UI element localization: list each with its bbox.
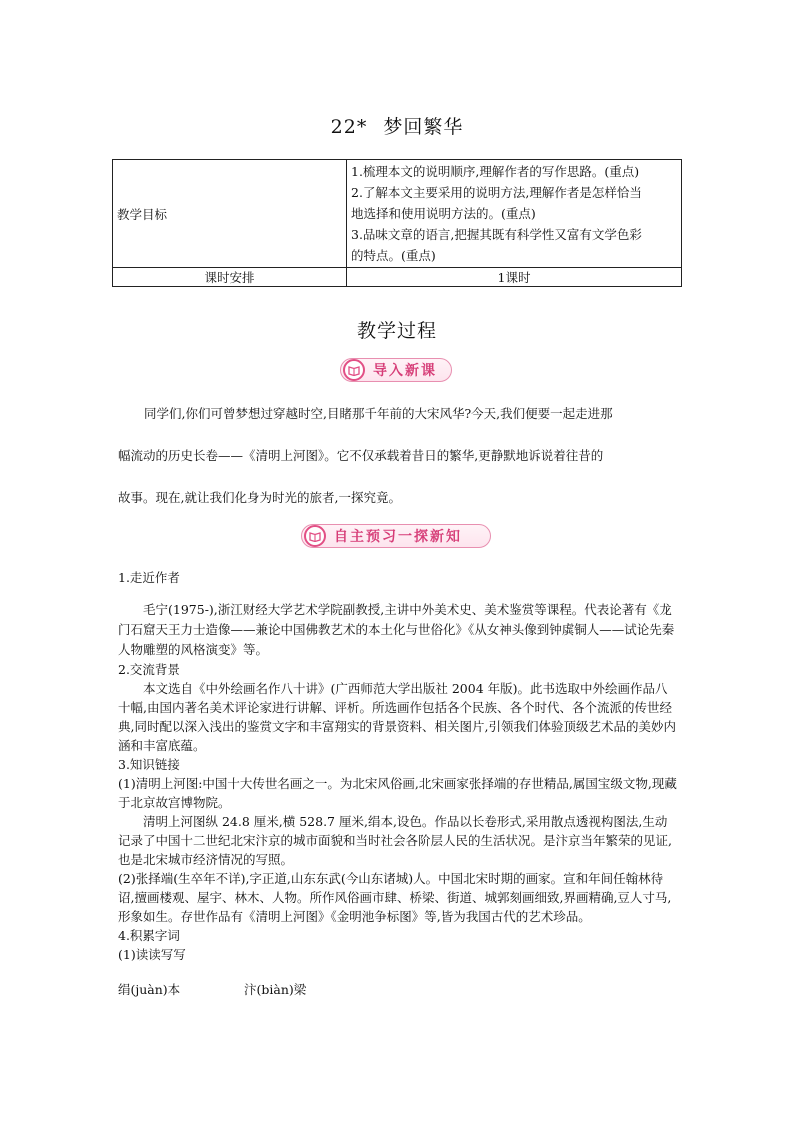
knowledge-item-1b: 清明上河图纵 24.8 厘米,横 528.7 厘米,绢本,设色。作品以长卷形式,采用散点透视构图法,生动记录了中国十二世纪北宋汴京的城市面貌和当时社会各阶层人民的生活状况。是汴京当年繁荣的见证,也是北宋城市经济情况的写照。 [118,814,672,867]
schedule-label: 课时安排 [113,268,347,287]
word-list [118,980,678,999]
goal-line: 3.品味文章的语言,把握其既有科学性又富有文学色彩 [351,227,642,242]
intro-banner [340,358,452,382]
lesson-name: 梦回繁华 [383,116,464,138]
section-title: 教学过程 [356,320,437,342]
lesson-title [0,112,794,139]
teaching-goals-table [112,159,682,287]
goal-line: 的特点。(重点) [351,248,436,263]
knowledge-item-1: (1)清明上河图:中国十大传世名画之一。为北宋风俗画,北宋画家张择端的存世精品,属国宝级文物,现藏于北京故宫博物院。 [118,776,677,810]
book-badge-icon [304,525,326,547]
lesson-number: 22* [330,116,368,138]
words-subheading: (1)读读写写 [118,947,186,962]
intro-banner-label: 导入新课 [373,363,437,379]
intro-line: 故事。现在,就让我们化身为时光的旅者,一探究竟。 [118,490,401,505]
goals-row [113,160,682,268]
word-item: 绢(juàn)本 [118,982,181,997]
word-item: 汴(biàn)梁 [244,982,307,997]
schedule-value: 1课时 [347,268,682,287]
author-heading: 1.走近作者 [118,570,180,585]
author-text: 毛宁(1975-),浙江财经大学艺术学院副教授,主讲中外美术史、美术鉴赏等课程。代表论著有《龙门石窟天王力士造像——兼论中国佛教艺术的本土化与世俗化》《从女神头像到钟虡铜人——试论先秦人物雕塑的风格演变》等。 [118,602,675,657]
goals-content [347,160,682,268]
preview-body [118,568,678,999]
words-heading: 4.积累字词 [118,928,180,943]
schedule-row [113,268,682,287]
goals-label: 教学目标 [113,160,347,268]
background-heading: 2.交流背景 [118,662,180,677]
background-text: 本文选自《中外绘画名作八十讲》(广西师范大学出版社 2004 年版)。此书选取中外绘画作品八十幅,由国内著名美术评论家进行讲解、评析。所选画作包括各个民族、各个时代、各个流派的传世经典,同时配以深入浅出的鉴赏文字和丰富翔实的背景资料、相关图片,引领我们体验顶级艺术品的美妙内涵和丰富底蕴。 [118,681,676,753]
goal-line: 1.梳理本文的说明顺序,理解作者的写作思路。(重点) [351,164,640,179]
knowledge-item-2: (2)张择端(生卒年不详),字正道,山东东武(今山东诸城)人。中国北宋时期的画家。宣和年间任翰林待诏,擅画楼观、屋宇、林木、人物。所作风俗画市肆、桥梁、街道、城郭刻画细致,界画精确,豆人寸马,形象如生。存世作品有《清明上河图》《金明池争标图》等,皆为我国古代的艺术珍品。 [118,871,672,924]
knowledge-heading: 3.知识链接 [118,757,180,772]
goal-line: 地选择和使用说明方法的。(重点) [351,206,536,221]
intro-line: 同学们,你们可曾梦想过穿越时空,目睹那千年前的大宋风华?今天,我们便要一起走进那 [144,406,613,421]
preview-banner [301,524,491,548]
preview-banner-label: 自主预习一探新知 [334,529,462,545]
intro-line: 幅流动的历史长卷——《清明上河图》。它不仅承载着昔日的繁华,更静默地诉说着往昔的 [118,448,604,463]
book-badge-icon [343,359,365,381]
goal-line: 2.了解本文主要采用的说明方法,理解作者是怎样恰当 [351,185,642,200]
